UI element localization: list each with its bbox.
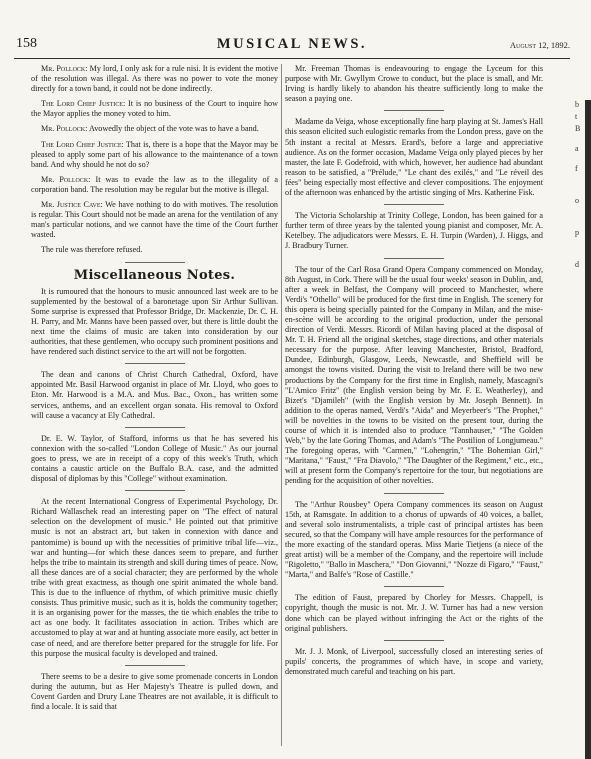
binding-shadow — [585, 100, 591, 759]
note-paragraph: At the recent International Congress of Experimental Psychology, Dr. Richard Wallaschek read an interesting paper on "The effect of natural selection on the development of music." He pointed out that primitive music is not an abstract art, but taken in connexion with dance and pantomime) is bound up with the necessities of primitive tribal life—viz., war and hunting—for which these dances seem to prepare, and further helps the tribe to maintain its strength and skill during times of peace. Now, all these dances are of a social character; they are performed by the whole tribe with great exactness, as though one spirit animated the whole band. This is due to the influence of rhythm, of which primitive music chiefly consists. Thus primitive music, such as it is, holds the community together; it is an organising power for the masses, the tie which enables the tribe to act as one body. It facilitates association in action. Tribes which are accustomed to play at war and at hunting associate more easily, act better in case of need, and are therefore better prepared for the struggle for life. For this purpose the musical faculty is developed and trained. — [31, 497, 278, 658]
note-paragraph: Mr. Freeman Thomas is endeavouring to engage the Lyceum for this purpose with Mr. Gwyllym Crowe to conduct, but the place is small, and Mr. Irving is hardly likely to abandon his theatre sufficiently long to make the season a paying one. — [285, 64, 543, 104]
court-paragraph — [31, 200, 278, 240]
note-divider — [384, 586, 444, 587]
note-paragraph: Madame da Veiga, whose exceptionally fine harp playing at St. James's Hall this season elicited such eulogistic remarks from the London press, gave on the 5th instant a recital at Messrs. Erard's, before a large and appreciative audience. As on the former occasion, Madame Veiga only played pieces by her master, the late F. Godefroid, with which, however, her audience had abundant reason to be satisfied, a "Prélude," "Le chant des exilés," and "Le réveil des fées" being especially most effective and clever compositions. The enjoyment of the afternoon was enhanced by the artistic singing of Mrs. Katherine Fisk. — [285, 117, 543, 198]
left-column — [31, 64, 278, 749]
edge-fragment: d — [575, 260, 579, 269]
issue-date: August 12, 1892. — [509, 40, 570, 50]
court-paragraph — [31, 64, 278, 94]
court-text: : It is no business of the Court to inquire how the Mayor applies the money voted to him. — [31, 99, 278, 119]
court-paragraph — [31, 140, 278, 170]
column-rule — [281, 64, 282, 746]
speaker-name: Mr. Pollock — [41, 64, 86, 73]
court-text: : My lord, I only ask for a rule nisi. It is evident the motive of the resolution was illegal. As there was no power to vote the money directly for a town band, it could not be done indirectly. — [31, 64, 278, 94]
note-paragraph: Dr. E. W. Taylor, of Stafford, informs us that he has severed his connexion with the so-called "London College of Music." As our journal goes to press, we are in receipt of a copy of this week's Truth, which contains a caustic article on the Buffalo B.A. case, and the admitted disposal of diplomas by this "College" without examination. — [31, 433, 278, 484]
section-title: Miscellaneous Notes. — [73, 267, 236, 283]
court-text: : Avowedly the object of the vote was to have a band. — [85, 124, 259, 134]
page-header — [14, 36, 570, 54]
note-paragraph: Mr. J. J. Monk, of Liverpool, successfully closed an interesting series of pupils' concerts, the programmes of which have, in scope and variety, demonstrated much careful and teaching on his part. — [285, 646, 543, 676]
court-text: : It was to evade the law as to the illegality of a corporation band. The resolution may be regular but the motive is illegal. — [31, 174, 278, 194]
note-divider — [125, 363, 185, 364]
right-column — [285, 64, 543, 749]
edge-fragment: b — [575, 100, 579, 109]
page-number: 158 — [16, 36, 37, 51]
note-divider — [125, 490, 185, 491]
edge-fragment: f — [575, 164, 578, 173]
note-paragraph: The tour of the Carl Rosa Grand Opera Company commenced on Monday, 8th August, in Cork. There will be the usual four weeks' season in Dublin, and, after a week in Belfast, the Company will proceed to Manchester, where Verdi's "Othello" will be produced for the first time in English. The scenery for this opera is being specially painted for the Company in Milan, and the mise-en-scène will be according to the original production, under the personal direction of Verdi. Messrs. Ricordi of Milan having placed at the disposal of Mr. T. H. Friend all the original sketches, stage directions, and other materials necessary for the purpose. After leaving Manchester, Bristol, Bradford, Dundee, Edinburgh, Glasgow, Leeds, Newcastle, and Sheffield will be amongst the towns visited. During the visit to Ireland there will be two new productions by the Company for the first time in English, namely, Mascagni's "L'Amico Fritz" (the English version being by Mr. F. E. Weatherley), and Bizet's "Djamileh" (with the English version by Mr. Joseph Bennett). In addition to the operas named, Verdi's "Aida" and Meyerbeer's "The Prophet," will be novelties in the towns to be visited on the present tour, during the course of which it is intended also to produce "Tannhauser," "The Golden Web," by the late Goring Thomas, and Adam's "The Postilion of Longjumeau." The foregoing operas, with "Carmen," "Lohengrin," "The Bohemian Girl," "Maritana," "Faust," "Fra Diavolo," "The Daughter of the Regiment," etc., etc., will at present form the Company's repertoire for the tour, but negotiations are pending for the acquisition of other novelties. — [285, 264, 543, 486]
journal-title: MUSICAL NEWS. — [216, 36, 368, 52]
note-paragraph: There seems to be a desire to give some promenade concerts in London during the autumn, but as Her Majesty's Theatre is pulled down, and Covent Garden and Drury Lane Theatres are not available, it is difficult to find a locale. It is said that — [31, 671, 278, 711]
note-divider — [384, 258, 444, 259]
note-paragraph: It is rumoured that the honours to music announced last week are to be supplemented by the bestowal of a baronetage upon Sir Arthur Sullivan. Some surprise is expressed that Professor Bridge, Dr. Mackenzie, Dr. C. H. H. Parry, and Mr. Manns have been passed over, but there is little doubt the next time the claims of music are taken into consideration by our authorities, that these gentlemen, who occupy such prominent positions and have rendered such distinct service to the art will not be forgotten. — [31, 286, 278, 357]
note-paragraph: The dean and canons of Christ Church Cathedral, Oxford, have appointed Mr. Basil Harwood organist in place of Mr. Lloyd, who goes to Eton. Mr. Harwood is a M.A. and Mus. Bac., Oxon., has written some services, anthems, and an excellent organ sonata. His removal to Oxford will cause a vacancy at Ely Cathedral. — [31, 370, 278, 420]
edge-fragment: B — [575, 124, 581, 133]
court-text: : We have nothing to do with motives. The resolution is regular. This Court should not be made an arena for the ventilation of any man's particular notions, and we cannot have the time of the Court further wasted. — [31, 200, 278, 240]
note-divider — [384, 640, 444, 641]
note-divider — [384, 493, 444, 494]
court-paragraph — [31, 124, 278, 134]
court-paragraph — [31, 99, 278, 119]
edge-fragment: t — [575, 112, 578, 121]
speaker-name: Mr. Pollock — [41, 174, 89, 184]
note-divider — [125, 427, 185, 428]
note-divider — [384, 110, 444, 111]
edge-fragment: p — [575, 228, 579, 237]
note-paragraph: The "Arthur Rousbey" Opera Company commences its season on August 15th, at Ramsgate. In addition to a chorus of upwards of 40 voices, a ballet, and several solo instrumentalists, a triple cast of principal artistes has been secured, so that the Company will have ample resources for the performance of the more exacting of the standard operas. Miss Marie Tietjens (a niece of the great artist) will be a member of the Company, and the repertoire will include "Rigoletto," "Ballo in Maschera," "Don Giovanni," "Nozze di Figaro," "Faust," "Marta," and Balfe's "Rose of Castille." — [285, 499, 543, 580]
header-rule — [14, 58, 570, 59]
speaker-name: The Lord Chief Justice — [41, 99, 123, 109]
adjacent-page-edge — [575, 100, 591, 759]
speaker-name: Mr. Justice Cave — [41, 200, 101, 210]
speaker-name: Mr. Pollock — [41, 124, 86, 134]
edge-fragment: a — [575, 144, 579, 153]
note-paragraph: The Victoria Scholarship at Trinity College, London, has been gained for a further term of three years by the talented young pianist and composer, Mr. A. Ketelbey. The adjudicators were Messrs. E. H. Turpin (Warden), J. Higgs, and J. Bradbury Turner. — [285, 211, 543, 251]
court-text: : That is, there is a hope that the Mayor may be pleased to apply some part of his allowance to the maintenance of a town band. And why should he not do so? — [31, 139, 278, 169]
court-paragraph — [31, 175, 278, 195]
note-paragraph: The edition of Faust, prepared by Chorley for Messrs. Chappell, is copyright, though the music is not. Mr. J. W. Turner has had a new version done which can be played without infringing the Act or the rights of the original publishers. — [285, 593, 543, 633]
closing-line: The rule was therefore refused. — [41, 245, 143, 255]
note-divider — [384, 204, 444, 205]
edge-fragment: o — [575, 196, 579, 205]
section-divider — [125, 262, 185, 263]
speaker-name: The Lord Chief Justice — [41, 139, 122, 149]
note-divider — [125, 665, 185, 666]
